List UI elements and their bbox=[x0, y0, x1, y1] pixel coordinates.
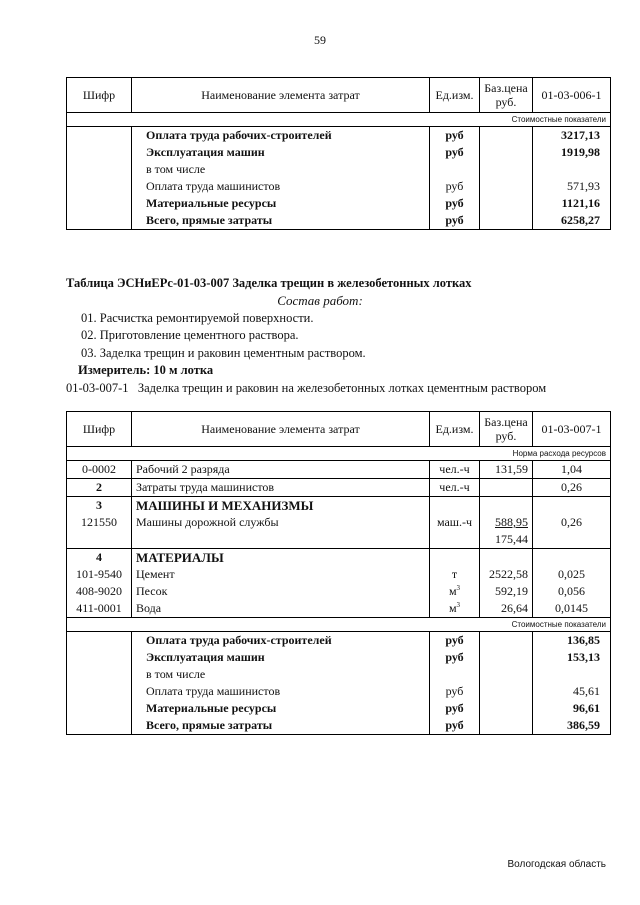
row-code: 121550 bbox=[67, 514, 132, 531]
meter-label: Измеритель: 10 м лотка bbox=[78, 363, 214, 377]
row-unit: руб bbox=[430, 195, 480, 212]
section-code: 3 bbox=[67, 497, 132, 515]
row-price: 131,59 bbox=[480, 461, 533, 479]
row-name: Оплата труда машинистов bbox=[132, 178, 430, 195]
composition-label: Состав работ: bbox=[277, 293, 363, 308]
row-value: 96,61 bbox=[533, 700, 611, 717]
table2-cost-body bbox=[67, 632, 611, 735]
row-price-secondary: 175,44 bbox=[480, 531, 533, 549]
row-price bbox=[480, 144, 533, 161]
row-code bbox=[67, 683, 132, 700]
row-price bbox=[480, 632, 533, 650]
row-name: Оплата труда машинистов bbox=[132, 683, 430, 700]
row-price bbox=[480, 700, 533, 717]
footer-region: Вологодская область bbox=[507, 859, 606, 870]
row-code bbox=[67, 178, 132, 195]
row-code bbox=[67, 144, 132, 161]
row-code bbox=[67, 717, 132, 735]
table-header-row bbox=[67, 412, 611, 447]
header-code: Шифр bbox=[67, 78, 132, 113]
table-title: Таблица ЭСНиЕРс-01-03-007 Заделка трещин в железобетонных лотках bbox=[66, 276, 472, 290]
row-value: 3217,13 bbox=[533, 127, 611, 145]
cost-row bbox=[67, 683, 611, 700]
row-name: Цемент bbox=[132, 566, 430, 583]
table-row bbox=[67, 583, 611, 600]
header-code-column: 01-03-006-1 bbox=[533, 78, 611, 113]
row-price bbox=[480, 127, 533, 145]
row-unit: руб bbox=[430, 683, 480, 700]
cost-row bbox=[67, 666, 611, 683]
row-code: 101-9540 bbox=[67, 566, 132, 583]
subheader-cost: Стоимостные показатели bbox=[67, 618, 611, 632]
row-value: 1121,16 bbox=[533, 195, 611, 212]
row-price bbox=[480, 212, 533, 230]
row-price bbox=[480, 717, 533, 735]
row-price: 26,64 bbox=[480, 600, 533, 618]
table-row bbox=[67, 600, 611, 618]
row-price bbox=[480, 195, 533, 212]
row-code: 408-9020 bbox=[67, 583, 132, 600]
row-value: 571,93 bbox=[533, 178, 611, 195]
cost-row bbox=[67, 178, 611, 195]
cost-row bbox=[67, 649, 611, 666]
header-name: Наименование элемента затрат bbox=[132, 78, 430, 113]
row-value: 0,26 bbox=[533, 479, 611, 497]
row-value: 386,59 bbox=[533, 717, 611, 735]
row-price bbox=[480, 178, 533, 195]
work-step: 03. Заделка трещин и раковин цементным раствором. bbox=[81, 346, 366, 360]
row-unit: чел.-ч bbox=[430, 461, 480, 479]
section-name: МАТЕРИАЛЫ bbox=[132, 549, 430, 567]
row-code bbox=[67, 212, 132, 230]
row-unit: $м^3$ bbox=[430, 583, 480, 600]
row-unit: руб bbox=[430, 700, 480, 717]
table1-body bbox=[67, 127, 611, 230]
row-value: 0,025 bbox=[533, 566, 611, 583]
row-name: Затраты труда машинистов bbox=[132, 479, 430, 497]
row-unit: чел.-ч bbox=[430, 479, 480, 497]
section-code: 4 bbox=[67, 549, 132, 567]
header-base-price: Баз.цена руб. bbox=[480, 78, 533, 113]
table-row bbox=[67, 461, 611, 479]
row-name: в том числе bbox=[132, 161, 430, 178]
cost-row bbox=[67, 144, 611, 161]
cost-row bbox=[67, 161, 611, 178]
row-unit: $м^3$ bbox=[430, 600, 480, 618]
row-unit: руб bbox=[430, 212, 480, 230]
row-price bbox=[480, 666, 533, 683]
header-unit: Ед.изм. bbox=[430, 412, 480, 447]
row-code: 2 bbox=[67, 479, 132, 497]
row-code: 411-0001 bbox=[67, 600, 132, 618]
cost-row bbox=[67, 127, 611, 145]
row-price: 2522,58 bbox=[480, 566, 533, 583]
row-value: 153,13 bbox=[533, 649, 611, 666]
header-base-price: Баз.цена руб. bbox=[480, 412, 533, 447]
row-name: Рабочий 2 разряда bbox=[132, 461, 430, 479]
row-price: 592,19 bbox=[480, 583, 533, 600]
row-price: 588,95 bbox=[480, 514, 533, 531]
row-unit: руб bbox=[430, 144, 480, 161]
row-unit: руб bbox=[430, 632, 480, 650]
row-unit: т bbox=[430, 566, 480, 583]
row-name: Всего, прямые затраты bbox=[132, 212, 430, 230]
row-code bbox=[67, 127, 132, 145]
row-value: 45,61 bbox=[533, 683, 611, 700]
row-value: 0,056 bbox=[533, 583, 611, 600]
subheader-norm: Норма расхода ресурсов bbox=[67, 447, 611, 461]
row-name: Материальные ресурсы bbox=[132, 195, 430, 212]
cost-table-01-03-007-1 bbox=[66, 411, 611, 735]
row-name: Эксплуатация машин bbox=[132, 649, 430, 666]
table-row bbox=[67, 514, 611, 531]
row-code bbox=[67, 700, 132, 717]
section-row bbox=[67, 497, 611, 515]
section-row bbox=[67, 549, 611, 567]
subheader-cost: Стоимостные показатели bbox=[67, 113, 611, 127]
row-value: 1,04 bbox=[533, 461, 611, 479]
row-value: 136,85 bbox=[533, 632, 611, 650]
header-name: Наименование элемента затрат bbox=[132, 412, 430, 447]
row-name: Эксплуатация машин bbox=[132, 144, 430, 161]
table-row bbox=[67, 479, 611, 497]
row-name: Оплата труда рабочих-строителей bbox=[132, 632, 430, 650]
table-row bbox=[67, 566, 611, 583]
row-code bbox=[67, 632, 132, 650]
row-value: 0,0145 bbox=[533, 600, 611, 618]
row-name: Песок bbox=[132, 583, 430, 600]
cost-row bbox=[67, 700, 611, 717]
cost-row bbox=[67, 195, 611, 212]
row-code bbox=[67, 161, 132, 178]
work-step: 02. Приготовление цементного раствора. bbox=[81, 328, 299, 342]
row-price bbox=[480, 479, 533, 497]
row-unit: руб bbox=[430, 127, 480, 145]
cost-row bbox=[67, 632, 611, 650]
row-name: Машины дорожной службы bbox=[132, 514, 430, 531]
row-value: 6258,27 bbox=[533, 212, 611, 230]
row-unit: руб bbox=[430, 717, 480, 735]
row-code bbox=[67, 666, 132, 683]
row-name: Оплата труда рабочих-строителей bbox=[132, 127, 430, 145]
cost-row bbox=[67, 717, 611, 735]
row-value bbox=[533, 161, 611, 178]
header-unit: Ед.изм. bbox=[430, 78, 480, 113]
row-name: Материальные ресурсы bbox=[132, 700, 430, 717]
row-value: 1919,98 bbox=[533, 144, 611, 161]
row-code: 0-0002 bbox=[67, 461, 132, 479]
row-price bbox=[480, 649, 533, 666]
header-code: Шифр bbox=[67, 412, 132, 447]
cost-table-01-03-006-1 bbox=[66, 77, 611, 230]
row-unit: руб bbox=[430, 178, 480, 195]
table-header-row bbox=[67, 78, 611, 113]
row-name: Всего, прямые затраты bbox=[132, 717, 430, 735]
row-unit bbox=[430, 161, 480, 178]
row-value bbox=[533, 666, 611, 683]
section-name: МАШИНЫ И МЕХАНИЗМЫ bbox=[132, 497, 430, 515]
row-unit: руб bbox=[430, 649, 480, 666]
row-name: Вода bbox=[132, 600, 430, 618]
row-code bbox=[67, 649, 132, 666]
row-name: в том числе bbox=[132, 666, 430, 683]
table-row bbox=[67, 531, 611, 549]
cost-row bbox=[67, 212, 611, 230]
row-unit bbox=[430, 666, 480, 683]
row-unit: маш.-ч bbox=[430, 514, 480, 531]
page-number: 59 bbox=[314, 33, 326, 47]
work-step: 01. Расчистка ремонтируемой поверхности. bbox=[81, 311, 314, 325]
row-price bbox=[480, 161, 533, 178]
header-code-column: 01-03-007-1 bbox=[533, 412, 611, 447]
row-code bbox=[67, 195, 132, 212]
row-value: 0,26 bbox=[533, 514, 611, 531]
row-price bbox=[480, 683, 533, 700]
norm-code-line: 01-03-007-1 Заделка трещин и раковин на железобетонных лотках цементным раствором bbox=[66, 381, 547, 395]
